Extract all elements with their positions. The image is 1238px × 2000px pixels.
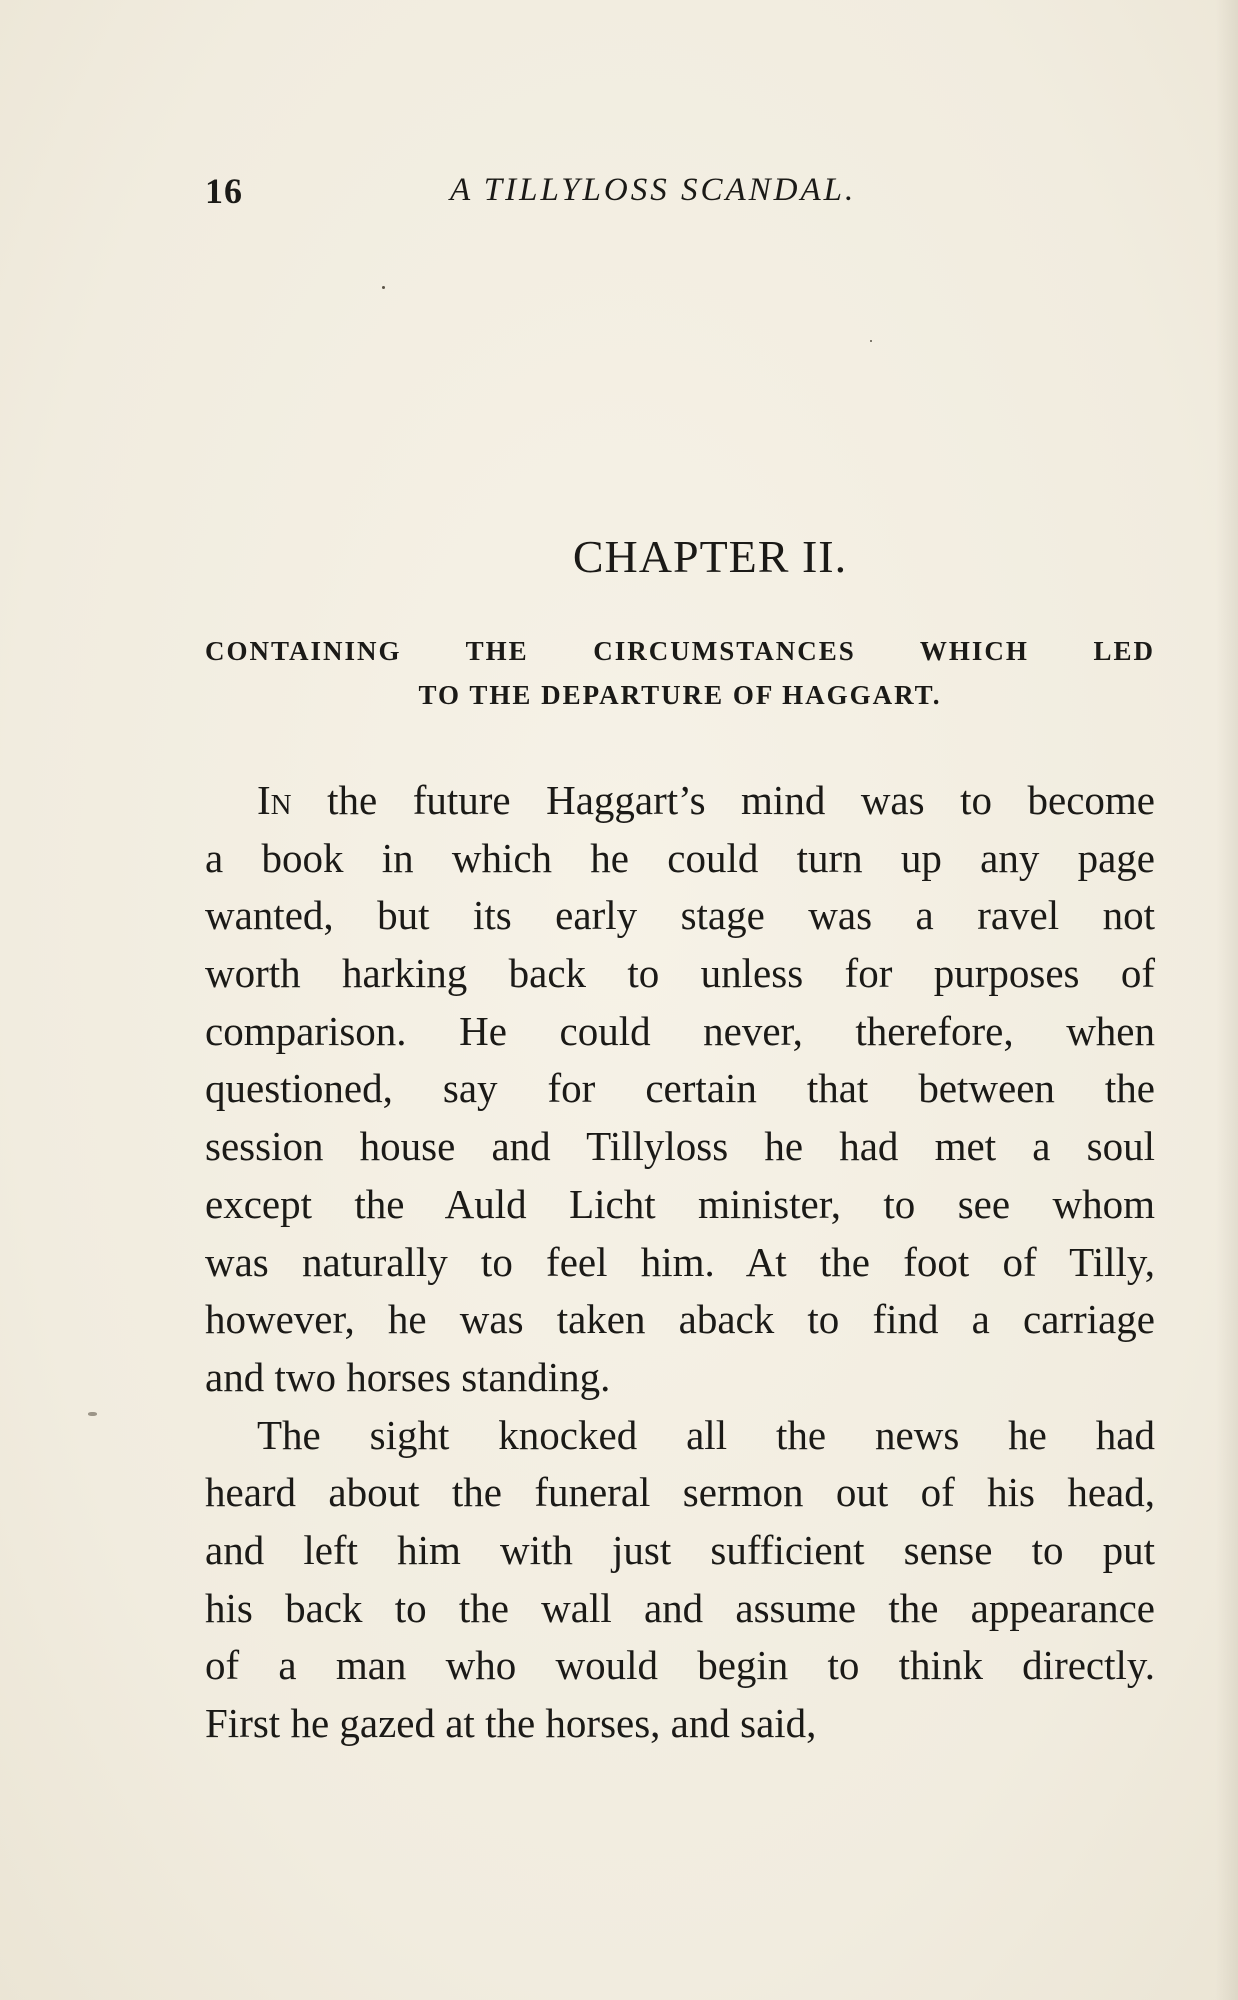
text-line: wanted, but its early stage was a ravel not bbox=[205, 892, 1155, 939]
text-line: The sight knocked all the news he had bbox=[257, 1411, 1155, 1458]
paragraph-1 bbox=[205, 772, 1155, 1407]
chapter-subtitle-line-2: TO THE DEPARTURE OF HAGGART. bbox=[418, 680, 942, 710]
text-line: session house and Tillyloss he had met a soul bbox=[205, 1123, 1155, 1170]
drop-word: In bbox=[257, 777, 292, 823]
paper-speck bbox=[88, 1412, 97, 1416]
running-head bbox=[205, 170, 1155, 220]
paper-speck bbox=[870, 340, 872, 342]
text-line: and two horses standing. bbox=[205, 1353, 611, 1400]
paragraph-2 bbox=[205, 1407, 1155, 1753]
chapter-title: CHAPTER II. bbox=[572, 531, 848, 582]
text-line: questioned, say for certain that between the bbox=[205, 1065, 1155, 1112]
text-line-content: the future Haggart’s mind was to become bbox=[291, 777, 1155, 823]
text-line: comparison. He could never, therefore, when bbox=[205, 1007, 1155, 1054]
text-line: was naturally to feel him. At the foot of Tilly, bbox=[205, 1238, 1155, 1285]
text-line: worth harking back to unless for purposes of bbox=[205, 950, 1155, 997]
running-title: A TILLYLOSS SCANDAL. bbox=[450, 172, 857, 208]
page-number: 16 bbox=[205, 171, 243, 211]
text-line: a book in which he could turn up any page bbox=[205, 834, 1155, 881]
text-line: his back to the wall and assume the appearance bbox=[205, 1584, 1155, 1631]
text-line: heard about the funeral sermon out of his head, bbox=[205, 1469, 1155, 1516]
text-line: except the Auld Licht minister, to see whom bbox=[205, 1180, 1155, 1227]
text-line: and left him with just sufficient sense to put bbox=[205, 1526, 1155, 1573]
text-line: of a man who would begin to think directly. bbox=[205, 1642, 1155, 1689]
chapter-subtitle-line-1: CONTAINING THE CIRCUMSTANCES WHICH LED bbox=[205, 636, 1155, 666]
text-line: First he gazed at the horses, and said, bbox=[205, 1700, 817, 1746]
text-line: however, he was taken aback to find a carriage bbox=[205, 1296, 1155, 1343]
page-edge-shadow bbox=[1216, 0, 1238, 2000]
paper-speck bbox=[382, 286, 385, 289]
body-text bbox=[205, 772, 1155, 1753]
chapter-subtitle bbox=[205, 636, 1155, 724]
text-line bbox=[205, 772, 1155, 830]
